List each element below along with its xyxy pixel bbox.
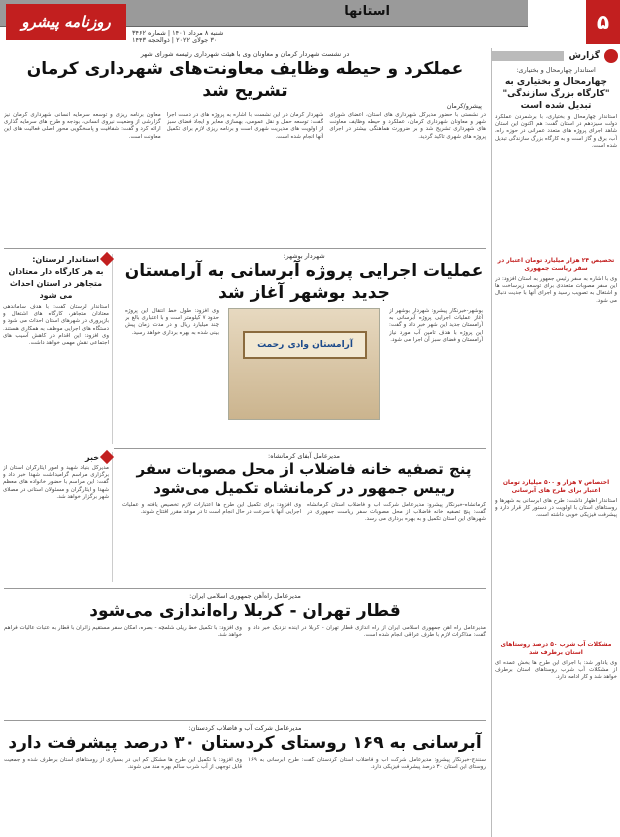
article-column: کرمانشاه-خبرنگار پیشرو: مدیرعامل شرکت آب و فاضلاب استان کرمانشاه گفت: پنج تصفیه خانه فاضلاب از محل مصوبات سفر ریاست جمهوری در شهرهای این استان تکمیل و به بهره برداری می رسد.: [307, 502, 486, 523]
newspaper-logo: روزنامه پیشرو: [6, 4, 126, 40]
sidebar-header-bar: [492, 51, 564, 61]
divider: [4, 588, 486, 589]
article-train: [0, 592, 490, 715]
article-kicker: مدیرعامل آبفای کرمانشاه:: [268, 452, 340, 460]
sidebar-kicker: استاندار چهارمحال و بختیاری:: [516, 66, 596, 74]
main-column: [0, 48, 490, 837]
news-box-title: به هر کارگاه دار معتادان متجاهر در استان احداث می شود: [8, 267, 104, 300]
article-kicker: شهردار بوشهر:: [283, 252, 325, 260]
article-kicker: در نشست شهردار کرمان و معاونان وی با هیئت شهرداری رئیسه شورای شهر: [140, 50, 350, 58]
page-number: ۵: [586, 0, 620, 44]
cemetery-sign-photo: [228, 308, 380, 420]
sidebar-header: [492, 48, 620, 64]
news-diamond-icon: [100, 450, 114, 464]
masthead: [0, 0, 620, 44]
article-byline: پیشرو/کرمان: [446, 102, 482, 110]
article-headline: آبرسانی به ۱۶۹ روستای کردستان ۳۰ درصد پیشرفت دارد: [8, 733, 482, 753]
sidebar-body: وی با اشاره به سفر رئیس جمهور به استان افزود: در این سفر مصوبات متعددی برای توسعه زیرساخت ها و اشتغال به تصویب رسید و اجرای آنها با جدیت دنبال می شود.: [495, 276, 617, 304]
article-column: معاون برنامه ریزی و توسعه سرمایه انسانی شهرداری کرمان نیز گزارشی از وضعیت نیروی انسانی، بودجه و طرح های سرمایه گذاری ارائه کرد و گفت: شفافیت و پاسخگویی محور اصلی فعالیت های این معاونت است.: [3, 112, 161, 140]
sidebar-body: وی یادآور شد: با اجرای این طرح ها بخش عمده ای از مشکلات آب شرب روستاهای استان برطرف خواهد شد و کار ادامه دارد.: [495, 660, 617, 681]
issue-date-gregorian: ۳۰ جولای ۲۰۲۲ | ذوالحجه ۱۴۴۳: [132, 36, 218, 44]
news-box-label: خبر: [84, 452, 99, 462]
article-kurdistan: [0, 724, 490, 837]
article-column: وی افزود: با تکمیل خط ریلی شلمچه - بصره، امکان سفر مستقیم زائران با قطار به عتبات عالیات فراهم خواهد شد.: [4, 625, 242, 639]
article-column: مدیرعامل راه آهن جمهوری اسلامی ایران از راه اندازی قطار تهران - کربلا در آینده نزدیک خبر داد و گفت: مذاکرات لازم با طرف عراقی انجام شده است.: [248, 625, 486, 639]
article-headline: پنج تصفیه خانه فاضلاب از محل مصوبات سفر رییس جمهور در کرمانشاه تکمیل می‌شود: [136, 460, 472, 497]
article-column: وی افزود: با تکمیل این طرح ها مشکل کم آبی در بسیاری از روستاهای استان برطرف شده و جمعیت قابل توجهی از آب شرب سالم بهره مند می شوند.: [4, 757, 242, 771]
news-box-lorestan: [0, 254, 113, 444]
sidebar-subhead: اختصاص ۷ هزار و ۵۰۰ میلیارد تومان اعتبار برای طرح های آبرسانی: [502, 479, 610, 494]
sidebar-subhead: مشکلات آب شرب ۵۰ درصد روستاهای استان برطرف شد: [500, 641, 612, 656]
section-title: استانها: [344, 4, 390, 19]
report-sidebar: [491, 48, 620, 837]
news-diamond-icon: [100, 252, 114, 266]
article-kicker: مدیرعامل راه‌آهن جمهوری اسلامی ایران:: [189, 592, 301, 600]
article-column: وی افزود: طول خط انتقال این پروژه حدود ۷ کیلومتر است و با اعتباری بالغ بر چند میلیارد ریال و در مدت زمان پیش بینی شده به بهره برداری خواهد رسید.: [125, 308, 219, 336]
sidebar-title: چهارمحال و بختیاری به "کارگاه بزرگ سازندگی" تبدیل شده است: [502, 77, 610, 111]
article-kermanshah: [118, 452, 490, 582]
article-column: وی افزود: برای تکمیل این طرح ها اعتبارات لازم تخصیص یافته و عملیات اجرایی آنها با سرعت در حال انجام است تا در موعد مقرر افتتاح شوند.: [122, 502, 301, 516]
report-icon: [604, 49, 618, 63]
article-column: در نشستی با حضور مدیرکل شهرداری های استان، اعضای شورای شهر و معاونان شهرداری کرمان، عملکرد و حیطه وظایف معاونت های شهرداری تشریح شد و بر ضرورت هماهنگی بیشتر در اجرای پروژه های شهری تاکید گردید.: [329, 112, 486, 140]
article-kerman: [0, 50, 490, 262]
news-box-body: مدیرکل بنیاد شهید و امور ایثارگران استان از برگزاری مراسم گرامیداشت شهدا خبر داد و گفت: این مراسم با حضور خانواده های معظم شهدا و ایثارگران و مسئولان استانی در مصلای شهر برگزار خواهد شد.: [3, 465, 109, 500]
sidebar-label: گزارش: [568, 51, 600, 61]
article-headline: عملکرد و حیطه وظایف معاونت‌های شهرداری کرمان تشریح شد: [26, 59, 464, 101]
issue-date: شنبه ۸ مرداد ۱۴۰۱ | شماره ۳۴۶۲: [132, 29, 224, 37]
article-headline: عملیات اجرایی پروژه آبرسانی به آرامستان جدید بوشهر آغاز شد: [124, 261, 484, 303]
article-column: شهردار کرمان در این نشست با اشاره به پروژه های در دست اجرا گفت: توسعه حمل و نقل عمومی، بهسازی معابر و ایجاد فضای سبز از اولویت های مدیریت شهری است و برنامه ریزی لازم برای تکمیل آنها انجام شده است.: [166, 112, 324, 140]
divider: [114, 448, 486, 449]
article-kicker: مدیرعامل شرکت آب و فاضلاب کردستان:: [188, 724, 302, 732]
news-box-body: استاندار لرستان گفت: با هدف ساماندهی معتادان متجاهر، کارگاه های اشتغال و بازپروری در شهرهای استان احداث می شود و دستگاه های اجرایی موظف به همکاری هستند. وی افزود: این اقدام در کاهش آسیب های اجتماعی نقش مهمی خواهد داشت.: [3, 304, 109, 347]
sidebar-body: استاندار چهارمحال و بختیاری، با برشمردن عملکرد دولت سیزدهم در استان گفت: هم اکنون این استان شاهد اجرای پروژه های متعدد عمرانی در حوزه راه، آب، برق و گاز است و به کارگاه بزرگ سازندگی تبدیل شده است.: [495, 114, 617, 149]
cemetery-sign: آرامستان وادی رحمت: [243, 331, 367, 359]
article-headline: قطار تهران - کربلا راه‌اندازی می‌شود: [89, 601, 401, 621]
divider: [4, 248, 486, 249]
divider: [4, 720, 486, 721]
article-column: سنندج-خبرنگار پیشرو: مدیرعامل شرکت آب و فاضلاب استان کردستان گفت: طرح آبرسانی به ۱۶۹ روستای این استان ۳۰ درصد پیشرفت فیزیکی دارد.: [248, 757, 486, 771]
news-box: [0, 452, 113, 582]
sidebar-body: استاندار اظهار داشت: طرح های آبرسانی به شهرها و روستاهای استان با اولویت در دستور کار قرار دارد و پیشرفت فیزیکی خوبی داشته است.: [495, 498, 617, 519]
article-column: بوشهر-خبرنگار پیشرو: شهردار بوشهر از آغاز عملیات اجرایی پروژه آبرسانی به آرامستان جدید این شهر خبر داد و گفت: این پروژه با هدف تامین آب مورد نیاز آرامستان و فضای سبز آن اجرا می شود.: [389, 308, 483, 343]
article-bushehr: [118, 252, 490, 430]
sidebar-subhead: تخصیص ۲۴ هزار میلیارد تومان اعتبار در سفر ریاست جمهوری: [497, 257, 615, 272]
news-box-label: استاندار لرستان:: [32, 254, 99, 264]
